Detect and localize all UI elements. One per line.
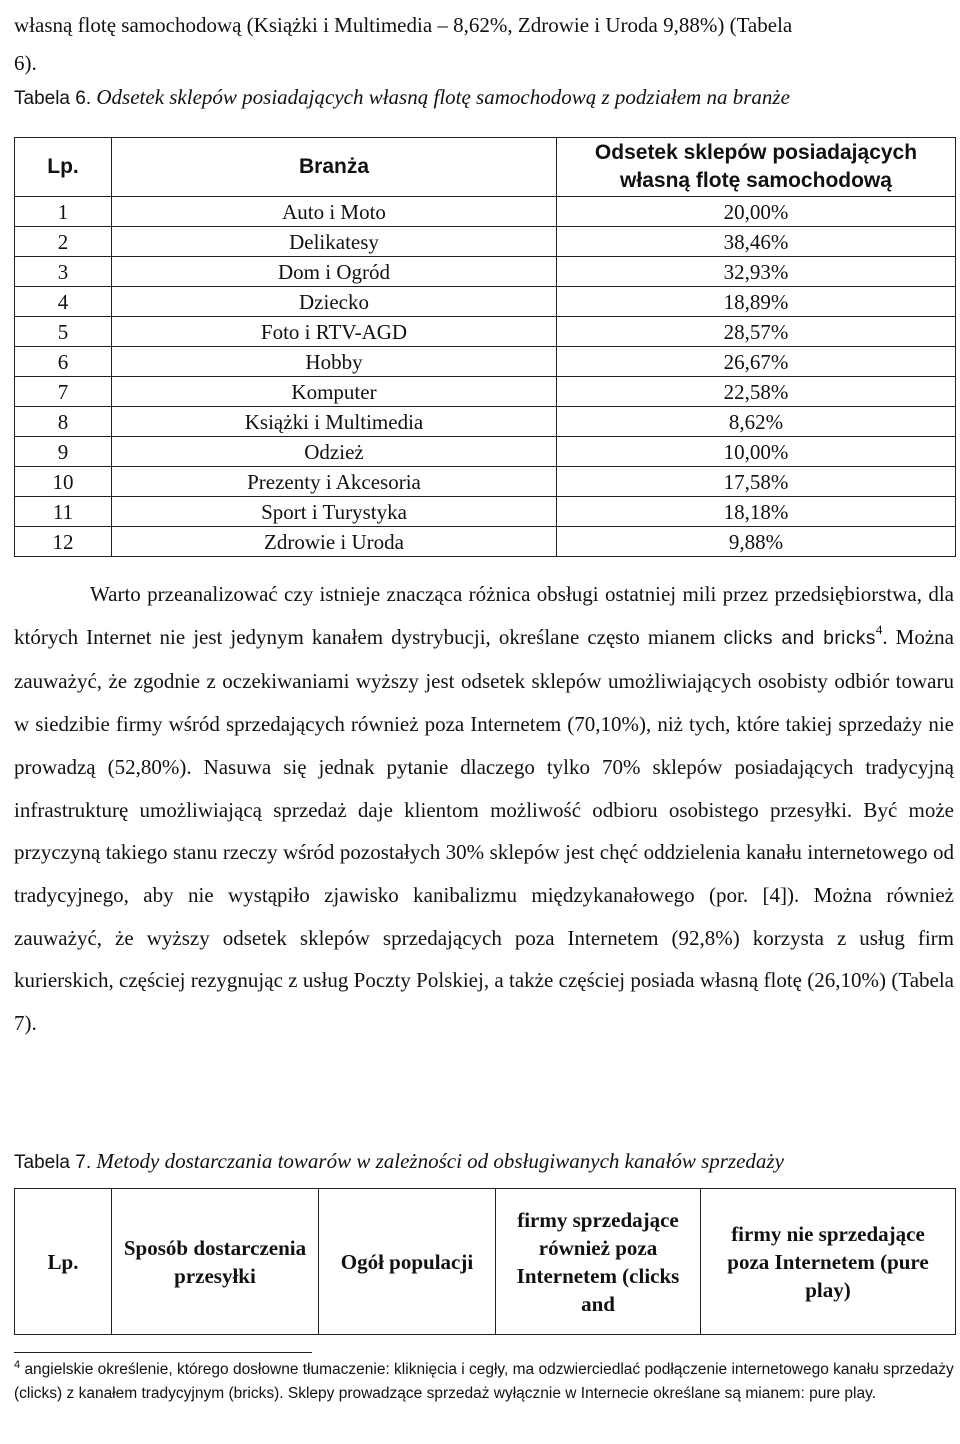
value-cell: 20,00% xyxy=(557,197,956,227)
table7-label: Tabela 7. xyxy=(14,1152,92,1173)
lp-cell: 10 xyxy=(15,467,112,497)
footnote-text: angielskie określenie, którego dosłowne tłumaczenie: kliknięcia i cegły, ma odzwierciedlać podłączenie internetowego kanału sprzedaży (clicks) z kanałem tradycyjnym (bricks). Sklepy prowadzące sprzedaż wyłącznie w Internecie określane są mianem: pure play. xyxy=(14,1361,954,1402)
table7-header-row xyxy=(15,1189,956,1335)
table-row xyxy=(15,317,956,347)
branza-cell: Dom i Ogród xyxy=(112,257,557,287)
table6-header-row xyxy=(15,138,956,197)
document-page xyxy=(14,0,954,114)
table-row xyxy=(15,407,956,437)
footnote-ref[interactable]: 4 xyxy=(875,621,883,637)
intro-text xyxy=(14,0,954,82)
table7-header-lp: Lp. xyxy=(15,1189,112,1335)
table-row xyxy=(15,347,956,377)
lp-cell: 5 xyxy=(15,317,112,347)
table-row xyxy=(15,467,956,497)
value-cell: 10,00% xyxy=(557,437,956,467)
branza-cell: Hobby xyxy=(112,347,557,377)
lp-cell: 6 xyxy=(15,347,112,377)
footnote xyxy=(14,1358,954,1405)
body-paragraph xyxy=(14,573,954,1045)
lp-cell: 12 xyxy=(15,527,112,557)
lp-cell: 3 xyxy=(15,257,112,287)
table7-header-clicks-and-bricks: firmy sprzedające również poza Internetem (clicks and xyxy=(496,1189,701,1335)
lp-cell: 2 xyxy=(15,227,112,257)
value-cell: 26,67% xyxy=(557,347,956,377)
value-cell: 28,57% xyxy=(557,317,956,347)
branza-cell: Zdrowie i Uroda xyxy=(112,527,557,557)
table6-header-branza: Branża xyxy=(112,138,557,197)
table7-title: Metody dostarczania towarów w zależności od obsługiwanych kanałów sprzedaży xyxy=(96,1149,784,1173)
branza-cell: Foto i RTV-AGD xyxy=(112,317,557,347)
table-row xyxy=(15,377,956,407)
lp-cell: 9 xyxy=(15,437,112,467)
paragraph-part2: . Można zauważyć, że zgodnie z oczekiwaniami wyższy jest odsetek sklepów umożliwiających osobisty odbiór towaru w siedzibie firmy wśród sprzedających również poza Internetem (70,10%), niż tych, które takiej sprzedaży nie prowadzą (52,80%). Nasuwa się jednak pytanie dlaczego tylko 70% sklepów posiadających tradycyjną infrastrukturę umożliwiającą sprzedaż daje klientom możliwość odbioru osobistego przesyłki. Być może przyczyną takiego stanu rzeczy wśród pozostałych 30% sklepów jest chęć oddzielenia kanału internetowego od tradycyjnego, aby nie wystąpiło zjawisko kanibalizmu międzykanałowego (por. [4]). Można również zauważyć, że wyższy odsetek sklepów sprzedających poza Internetem (92,8%) korzysta z usług firm kurierskich, częściej rezygnując z usług Poczty Polskiej, a także częściej posiada własną flotę (26,10%) (Tabela 7). xyxy=(14,624,955,1036)
table7 xyxy=(14,1188,956,1335)
value-cell: 18,18% xyxy=(557,497,956,527)
lp-cell: 7 xyxy=(15,377,112,407)
table7-header-pure-play: firmy nie sprzedające poza Internetem (pure play) xyxy=(701,1189,956,1335)
table6 xyxy=(14,137,956,557)
branza-cell: Auto i Moto xyxy=(112,197,557,227)
value-cell: 18,89% xyxy=(557,287,956,317)
branza-cell: Odzież xyxy=(112,437,557,467)
value-cell: 38,46% xyxy=(557,227,956,257)
table6-label: Tabela 6. xyxy=(14,88,92,109)
table6-body xyxy=(15,197,956,557)
table7-header-method: Sposób dostarczenia przesyłki xyxy=(112,1189,319,1335)
value-cell: 17,58% xyxy=(557,467,956,497)
branza-cell: Sport i Turystyka xyxy=(112,497,557,527)
table6-header-odsetek xyxy=(557,138,956,197)
lp-cell: 11 xyxy=(15,497,112,527)
value-cell: 22,58% xyxy=(557,377,956,407)
paragraph-term: clicks and bricks xyxy=(723,627,876,649)
paragraph-part1: Warto przeanalizować czy istnieje znacząca różnica obsługi ostatniej mili przez przedsiębiorstwa, dla których Internet nie jest jedynym kanałem dystrybucji, określane często mianem xyxy=(14,582,954,649)
intro-line-2: 6). xyxy=(14,51,37,75)
table-row xyxy=(15,227,956,257)
branza-cell: Prezenty i Akcesoria xyxy=(112,467,557,497)
lp-cell: 1 xyxy=(15,197,112,227)
table6-header-odsetek-line2: własną flotę samochodową xyxy=(620,169,892,192)
value-cell: 9,88% xyxy=(557,527,956,557)
table-row xyxy=(15,287,956,317)
lp-cell: 4 xyxy=(15,287,112,317)
branza-cell: Książki i Multimedia xyxy=(112,407,557,437)
footnote-number: 4 xyxy=(14,1359,21,1371)
table-row xyxy=(15,257,956,287)
table-row xyxy=(15,437,956,467)
table6-caption xyxy=(14,82,954,114)
value-cell: 8,62% xyxy=(557,407,956,437)
branza-cell: Dziecko xyxy=(112,287,557,317)
lp-cell: 8 xyxy=(15,407,112,437)
table-row xyxy=(15,527,956,557)
table6-header-odsetek-line1: Odsetek sklepów posiadających xyxy=(594,141,918,164)
branza-cell: Delikatesy xyxy=(112,227,557,257)
table-row xyxy=(15,197,956,227)
intro-line-1: własną flotę samochodową (Książki i Multimedia – 8,62%, Zdrowie i Uroda 9,88%) (Tabela xyxy=(14,13,793,37)
table6-title: Odsetek sklepów posiadających własną flotę samochodową z podziałem na branże xyxy=(96,85,790,109)
footnote-separator xyxy=(14,1352,312,1353)
value-cell: 32,93% xyxy=(557,257,956,287)
table6-header-lp: Lp. xyxy=(15,138,112,197)
table-row xyxy=(15,497,956,527)
branza-cell: Komputer xyxy=(112,377,557,407)
table7-header-total: Ogół populacji xyxy=(319,1189,496,1335)
table7-caption xyxy=(14,1146,784,1178)
